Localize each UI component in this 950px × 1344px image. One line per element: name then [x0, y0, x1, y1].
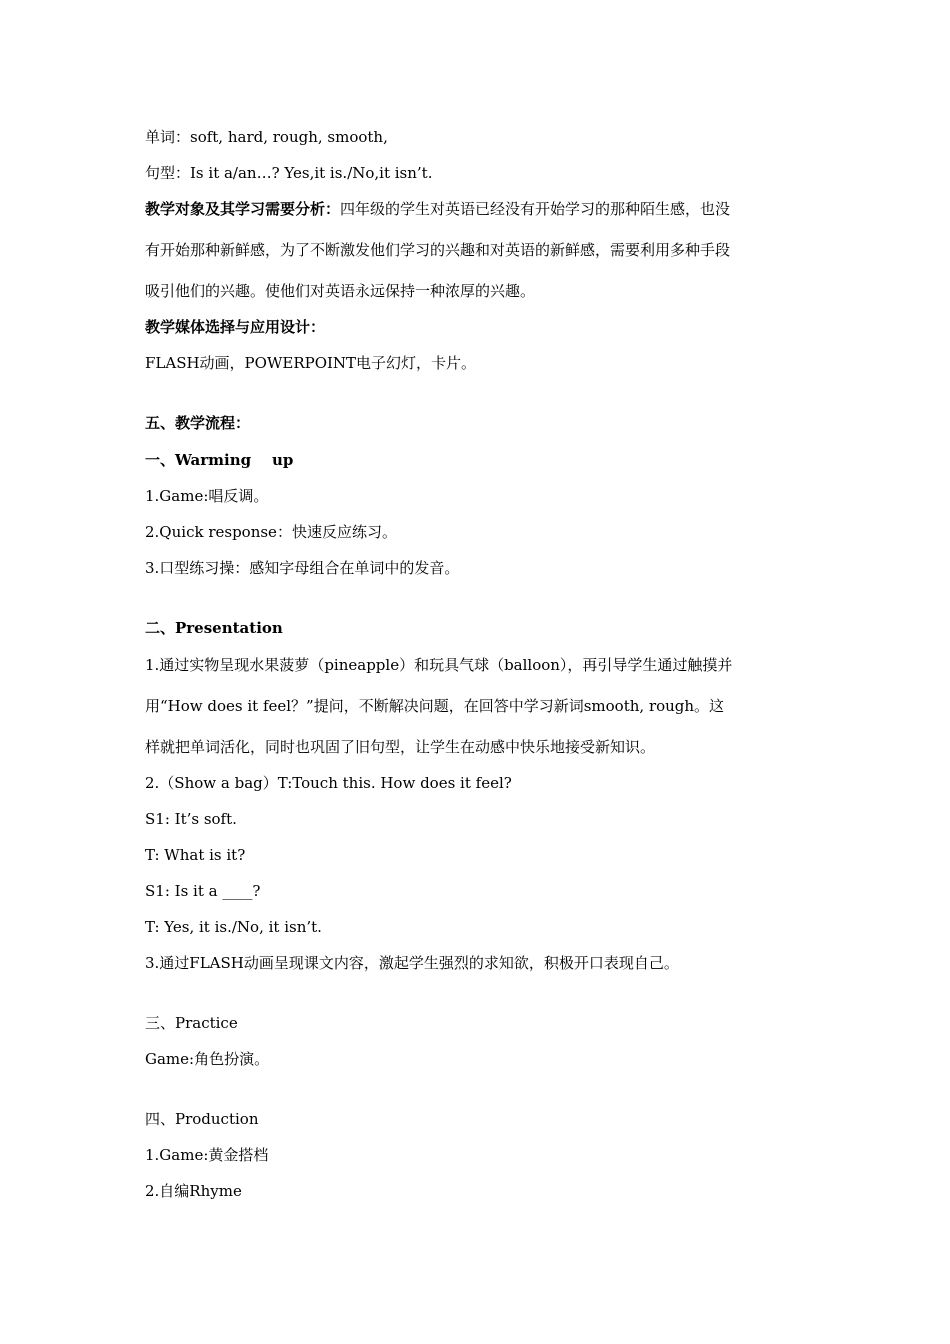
dialogue-line: S1: It’s soft. [145, 810, 237, 828]
practice-heading: 三、Practice [145, 1014, 238, 1032]
list-item: 3.通过FLASH动画呈现课文内容，激起学生强烈的求知欲，积极开口表现自己。 [145, 954, 679, 972]
list-item: 用“How does it feel？”提问，不断解决问题，在回答中学习新词smooth, rough。这 [145, 697, 725, 715]
dialogue-line: T: What is it? [145, 846, 246, 864]
learner-analysis-line: 教学对象及其学习需要分析：四年级的学生对英语已经没有开始学习的那种陌生感，也没 [145, 200, 731, 218]
learner-analysis-line: 有开始那种新鲜感，为了不断激发他们学习的兴趣和对英语的新鲜感，需要利用多种手段 [145, 241, 731, 259]
production-heading: 四、Production [145, 1110, 259, 1128]
list-item: 1.Game:唱反调。 [145, 487, 269, 505]
list-item: 1.Game:黄金搭档 [145, 1146, 269, 1164]
learner-analysis-line: 吸引他们的兴趣。使他们对英语永远保持一种浓厚的兴趣。 [145, 282, 536, 300]
learner-analysis-heading: 教学对象及其学习需要分析： [145, 200, 341, 218]
list-item: 2.自编Rhyme [145, 1182, 242, 1200]
list-item: 3.口型练习操：感知字母组合在单词中的发音。 [145, 559, 460, 577]
dialogue-line: S1: Is it a ____? [145, 882, 261, 900]
teaching-process-heading: 五、教学流程： [145, 414, 251, 432]
vocabulary-line: 单词：soft, hard, rough, smooth, [145, 128, 388, 146]
list-item: 1.通过实物呈现水果菠萝（pineapple）和玩具气球（balloon），再引导学生通过触摸并 [145, 656, 733, 674]
media-design-heading: 教学媒体选择与应用设计： [145, 318, 326, 336]
list-item: Game:角色扮演。 [145, 1050, 270, 1068]
list-item: 2.Quick response：快速反应练习。 [145, 523, 397, 541]
dialogue-line: 2.（Show a bag）T:Touch this. How does it feel? [145, 774, 512, 792]
sentence-pattern-line: 句型：Is it a/an…? Yes,it is./No,it isn’t. [145, 164, 433, 182]
media-line: FLASH动画，POWERPOINT电子幻灯，卡片。 [145, 354, 477, 372]
dialogue-line: T: Yes, it is./No, it isn’t. [145, 918, 322, 936]
presentation-heading: 二、Presentation [145, 619, 283, 637]
list-item: 样就把单词活化，同时也巩固了旧句型，让学生在动感中快乐地接受新知识。 [145, 738, 656, 756]
warming-up-heading: 一、Warming up [145, 451, 294, 469]
